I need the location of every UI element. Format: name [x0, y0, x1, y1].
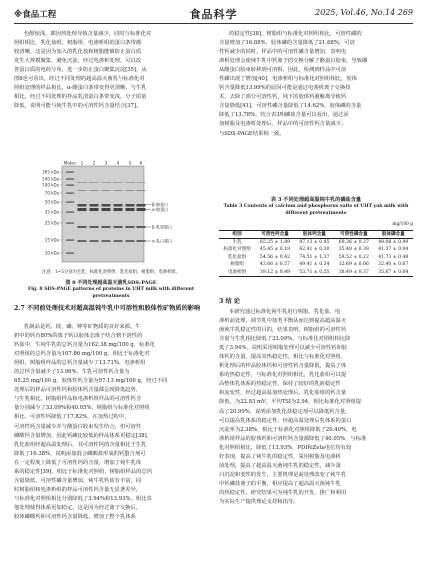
calcium-phosphorus-table — [219, 230, 413, 277]
lane-number: 2 — [92, 160, 96, 166]
figure-note: 注意：1~5分别为生乳、标准化对照组、乳化盐组、树脂组、电渗析组。 — [42, 270, 180, 275]
table-cell: 39.12 ± 0.49 — [259, 269, 291, 275]
protein-band — [78, 190, 87, 191]
marker-band — [66, 239, 74, 240]
protein-band — [126, 182, 135, 183]
band-label: β-酪蛋白 — [152, 202, 168, 207]
protein-band — [126, 226, 135, 228]
header-section: ※食品工程 — [14, 10, 57, 20]
table-cell: 65.25 ± 1.89 — [259, 239, 291, 245]
protein-band — [126, 190, 135, 191]
protein-band — [114, 226, 123, 228]
protein-band — [90, 190, 99, 191]
kda-label: 35 kDa — [44, 209, 59, 215]
text-line: 析处理后的样品胶体钙和可溶性钙含量降低，提高了体 — [219, 363, 347, 370]
protein-band — [78, 240, 87, 242]
table-header-cell: 胶体磷含量 — [381, 231, 405, 237]
text-line: 含量降低[41]，可溶性磷含量降低了14.62%，胶体磷的含量 — [219, 103, 362, 110]
text-line: 的热稳定性，研究结果可为钝牛乳的开发、推广和利用 — [219, 489, 347, 496]
text-line: 与生乳相比，树脂组样品和电渗析组样品的可溶性钙含 — [14, 396, 142, 403]
text-line: 图8也可看出，经过不同处理的超高温灭菌乳与标准化对 — [14, 76, 145, 83]
lane-number: 3 — [104, 160, 108, 166]
figure-caption-en: Fig. 8 SDS-PAGE patterns of proteins in UHT milk with different pretreatments — [28, 287, 194, 299]
marker-band — [66, 201, 74, 202]
protein-band — [102, 182, 111, 183]
table-header-cell: 组别 — [232, 231, 242, 237]
section-3-text — [219, 308, 413, 507]
text-line: 相比，可溶性钙降低了17.82%，在加热过程中， — [14, 414, 130, 421]
protein-band — [78, 226, 87, 228]
text-line: 他处理使得体系更加稳定，这是因为经过离子交换后， — [14, 504, 142, 511]
band-label: α-酪蛋白 — [152, 207, 169, 212]
protein-band — [90, 240, 99, 242]
text-line: 为实际生产提供理论支持和指导。 — [219, 498, 299, 505]
text-line: 胶体磷酸钙和可溶性钙含量降低，增加了整个乳体系 — [14, 513, 136, 520]
text-line: 菌钝牛乳稳定性的目的，结果表明，树脂组的可溶性钙 — [219, 327, 347, 334]
text-line: 好表现，提高了钝牛乳的稳定性，采用树脂及电渗析 — [219, 453, 341, 460]
kda-label: 140 kDa — [42, 176, 59, 182]
text-line: 可以提高乳体系的稳定性，经超高温处理后乳体系的蛋白 — [219, 417, 352, 424]
protein-band — [102, 190, 111, 191]
table-cell: 74.51 ± 1.37 — [299, 254, 330, 260]
table-row — [219, 262, 413, 269]
kda-label: 70 kDa — [44, 190, 59, 196]
table-row — [219, 239, 413, 247]
protein-band — [114, 190, 123, 191]
running-header — [14, 6, 413, 22]
text-line: 白沉淀和变性的发生，主要机理是前处理改变了钝牛乳 — [219, 471, 347, 478]
table-caption-cn: 表 3 不同处理超高温钝牛乳的磷盐含量 — [270, 197, 362, 203]
table-cell: 49.41 ± 0.34 — [299, 262, 330, 268]
text-line: 降低了16.38%，说明添加混合磷酸盐形成的钙螯合剂可 — [14, 450, 146, 457]
protein-band — [78, 204, 87, 207]
marker-band — [66, 222, 74, 223]
text-line: 照组相比，乳化盐组、树脂组、电渗析组的蛋白条带都 — [14, 40, 142, 47]
text-line: 相比，经过不同处理的样品乳清蛋白条带变浅，分子质量 — [14, 94, 147, 101]
table-row — [219, 254, 413, 261]
marker-band — [66, 178, 74, 179]
text-line: 钙含量降低13.99%的原因可能是通过电渗析离子交换技 — [219, 85, 351, 92]
table-cell: 41.73 ± 0.48 — [378, 254, 409, 260]
text-line: 处理后的样品可溶性钙和胶体钙含量都呈现降低趋势， — [14, 387, 142, 394]
protein-band — [90, 182, 99, 183]
table-unit: mg/100 g — [392, 222, 413, 227]
table-row — [219, 269, 413, 277]
protein-band — [90, 204, 99, 207]
text-line: 高整体乳体系的热稳定性，保持了较好的乳液稳定性 — [219, 381, 341, 388]
text-line: 含量与生乳相比降低了33.09%，与标准化对照组相比降 — [219, 336, 351, 343]
marker-band — [66, 252, 74, 253]
text-line: 对照组的总钙含量为107.86 mg/100 g，相比于标准化对 — [14, 351, 150, 358]
text-line: 降低了13.78%，结合表3明磷盐含量可以看出，通过添 — [219, 112, 349, 119]
kda-label: 265 kDa — [42, 169, 59, 175]
text-line: 含量增加了16.88%，胶体磷的含量降低了21.68%，可溶 — [219, 40, 355, 47]
text-line: 本研究通过标准化钝牛乳进行树脂、乳化盐、电 — [229, 309, 341, 315]
table-cell: 45.45 ± 0.18 — [259, 247, 291, 253]
text-line: 65.25 mg/100 g，胶体性钙含量为97.13 mg/100 g，经过不同 — [14, 378, 168, 385]
section-2-7-text — [14, 323, 208, 522]
protein-band — [137, 208, 146, 211]
kda-label: 10 kDa — [44, 250, 59, 256]
text-line: 在一定程度上降低了可溶性钙的含量，增加了钝牛乳体 — [14, 459, 142, 466]
text-line: 性磷出现了增加[40]，电渗析组与标准化对照组相比，胶体 — [219, 76, 357, 83]
text-line: 和流变性，经过超高温加热处理后，乳化盐组的钙含量 — [219, 390, 347, 397]
table-cell: 48.08 ± 0.99 — [378, 239, 409, 245]
protein-band — [126, 208, 135, 211]
text-line: 加树脂及电渗析处理后，样品中的可溶性钙含量减少， — [219, 121, 347, 128]
protein-band — [126, 240, 135, 242]
protein-band — [114, 240, 123, 242]
table-cell: 35.67 ± 0.04 — [378, 269, 409, 275]
lane-number: 1 — [80, 160, 84, 166]
text-line: 与标准化对照组相比分别降低了3.94%和13.93%，相比其 — [14, 495, 152, 502]
text-line: 中钙磷盐离子的平衡，相应提高了超高温灭菌钝牛乳 — [219, 480, 341, 487]
marker-band — [66, 171, 74, 172]
text-line: 渗析前处理，调节乳中盐类平衡从而达到提高超高温灭 — [219, 318, 347, 325]
left-column-top-text — [14, 30, 208, 111]
protein-band — [102, 204, 111, 207]
protein-band — [114, 204, 123, 207]
text-line: 沉淀率为2.38%，相比于标准化对照组降低了20.40%，电 — [219, 426, 357, 433]
text-line: 渗析处理会使钝牛乳中钙离子的交换分解了酪蛋白胶束，导致磷 — [219, 58, 368, 65]
text-line: 含量降低，可溶性磷含量增加，钝牛乳钙盐有丰富，同 — [14, 477, 142, 484]
journal-title: 食品科学 — [189, 8, 238, 21]
marker-lane-label: Maker — [63, 160, 77, 166]
section-3-heading: 3 结 论 — [219, 298, 240, 305]
text-line: 色醇较浅，都因热处理导致含量减少，同时与标准化对 — [24, 31, 152, 37]
lane-number: 5 — [128, 160, 132, 166]
text-line: 善蛋白质的电荷分布，进一步防止蛋白聚集沉淀[35]，从 — [14, 67, 147, 74]
text-line: 照组，树脂组样品的总钙含量减少了13.71%，电渗析组 — [14, 360, 146, 367]
text-line: 的稳定性[38]，树脂组与标准化对照组相比，可溶性磷的 — [229, 31, 362, 37]
text-line: 术，去除了部分可溶性钙，钝下的胶体钙被解离导致钙 — [219, 94, 347, 101]
text-line: 时树脂组和电渗析组的样品可溶性钙含量无显著差异， — [14, 486, 142, 493]
text-line: 发生大规模聚集，避免沉淀，经过电渗析处理，可以改 — [14, 58, 142, 65]
text-line: 从酪蛋白胶束转移到可溶相，因此，检测到样品中可溶 — [219, 67, 347, 74]
table-cell: 32.40 ± 0.67 — [378, 262, 409, 268]
table-row — [219, 247, 413, 254]
protein-band — [78, 182, 87, 183]
table-caption-en: Table 3 Contents of calcium and phosphorus salts of UHT yak milk with different pretreatments — [223, 204, 409, 216]
table-cell: 62.41 ± 0.30 — [299, 247, 330, 253]
protein-band — [90, 226, 99, 228]
protein-band — [126, 204, 135, 207]
table-header-cell: 胶体钙含量 — [302, 231, 326, 237]
text-line: 磷酸钙含量增加，因此钙磷比较低的样品体系更稳定[38]， — [14, 432, 152, 439]
text-line: 降低，说明可能与钝牛乳中的可溶性钙含量结合[37]。 — [14, 103, 142, 110]
table-cell: 38.49 ± 0.37 — [338, 269, 369, 275]
kda-label: 15 kDa — [44, 237, 59, 243]
protein-band — [137, 204, 146, 207]
issue-and-page: 2025, Vol.46, No.14 269 — [315, 8, 413, 17]
protein-band — [102, 240, 111, 242]
table-cell: 97.13 ± 0.45 — [299, 239, 330, 245]
protein-band — [102, 226, 111, 228]
header-rule — [14, 23, 413, 24]
marker-band — [66, 192, 74, 193]
text-line: 系的热稳定性，与标准化对照组相比，乳化盐组可以提 — [219, 372, 347, 379]
table-cell: 54.56 ± 0.42 — [259, 254, 291, 260]
text-line: 体钙的含量，提高其热稳定性，相比与标准化对照组， — [219, 354, 347, 361]
text-line: 渗析组样品的胶体钙和可溶性钙含量都降低了40.05%，与标准 — [219, 435, 367, 442]
protein-band — [137, 182, 146, 183]
right-column-top-text — [219, 30, 413, 139]
text-line: 系的稳定性[39]，相比于标准化对照组，树脂组样品的总钙 — [14, 468, 152, 475]
text-line: 乳制品是钙、镁、磷、钾等矿物质的良好来源。牛 — [24, 324, 141, 330]
text-line: 照组处理的样品相比，α-酪蛋白条带变得更清晰，与生乳 — [14, 85, 147, 92]
text-line: 化对照组相比，降低了13.93%，PDI和Zeta电位均有较 — [219, 444, 352, 451]
kda-label: 50 kDa — [44, 199, 59, 205]
protein-band — [114, 208, 123, 211]
table-header-cell: 可溶性磷含量 — [340, 231, 368, 237]
table-cell: 53.71 ± 0.55 — [299, 269, 330, 275]
protein-band — [137, 190, 146, 191]
text-line: 较清晰，这是因为加入的乳化盐和树脂能够防止蛋白质 — [14, 49, 142, 56]
text-line: 高了20.99%，说明添加乳化盐稳定剂可以降低钙含量， — [219, 408, 351, 415]
band-label: β-乳球蛋白 — [152, 224, 172, 230]
protein-band — [137, 226, 146, 228]
table-cell: 69.36 ± 0.37 — [338, 239, 369, 245]
table-cell: 59.52 ± 0.22 — [338, 254, 369, 260]
lane-number: 4 — [116, 160, 120, 166]
text-line: 的总钙含量减少了13.96%，生乳可溶性钙含量为 — [14, 369, 130, 376]
table-cell: 乳化盐组 — [227, 254, 247, 260]
section-2-7-heading: 2.7 不同前处理技术对超高温钝牛乳中可溶性和胶体性矿物质的影响 — [14, 305, 201, 312]
table-cell: 41.37 ± 0.04 — [378, 247, 409, 253]
figure-caption-cn: 图 8 不同处理超高温灭菌乳SDS-PAGE — [65, 280, 157, 286]
kda-label: 25 kDa — [44, 220, 59, 226]
table-cell: 电渗析组 — [227, 269, 247, 275]
text-line: 钙盐中，生钝牛乳的总钙含量为162.38 mg/100 g，标准化 — [14, 342, 155, 349]
text-line: 量分别减少了33.09%和40.05%，树脂组与标准化对照组 — [14, 405, 150, 412]
text-line: 性钙减少的同时，样品中的可溶性磷含量增加，表明电 — [219, 49, 347, 56]
text-line: 前处理，提高了超高温灭菌钝牛乳的稳定性，减少蛋 — [219, 462, 341, 469]
table-cell: 生乳 — [232, 239, 242, 245]
text-line: 可溶性钙含量减少并与酪蛋白胶束发生结合，但可溶性 — [14, 423, 142, 430]
table-cell: 32.69 ± 0.06 — [338, 262, 369, 268]
text-line: 奶中的钙有80%的离子钙以胶体态离子结合到不溶性的 — [14, 333, 143, 340]
marker-band — [66, 211, 74, 212]
text-line: 与SDS-PAGE结果相一致。 — [219, 130, 285, 137]
protein-band — [114, 182, 123, 183]
marker-band — [66, 184, 74, 185]
protein-band — [102, 208, 111, 211]
text-line: 降低，为22.83 mV，平均TSI为2.94，相比标准化对照组提 — [219, 399, 362, 406]
table-cell: 树脂组 — [230, 262, 245, 268]
table-cell: 35.48 ± 0.38 — [338, 247, 369, 253]
gel-image — [62, 166, 144, 262]
kda-label: 100 kDa — [42, 182, 59, 188]
text-line: 低了3.94%，说明采用树脂处理可以减少可溶性钙和胶 — [219, 345, 348, 352]
protein-band — [90, 208, 99, 211]
lane-number: 6 — [139, 160, 143, 166]
protein-band — [78, 208, 87, 211]
table-header-cell: 可溶性钙含量 — [261, 231, 289, 237]
band-label: α-乳白蛋白 — [152, 238, 173, 244]
text-line: 乳化盐组经超高温处理后，其可溶性钙的含量相比于生乳 — [14, 441, 147, 448]
sds-page-gel-figure — [28, 160, 188, 268]
protein-band — [137, 240, 146, 242]
table-cell: 标准化对照组 — [223, 247, 251, 253]
table-cell: 43.66 ± 0.57 — [259, 262, 291, 268]
